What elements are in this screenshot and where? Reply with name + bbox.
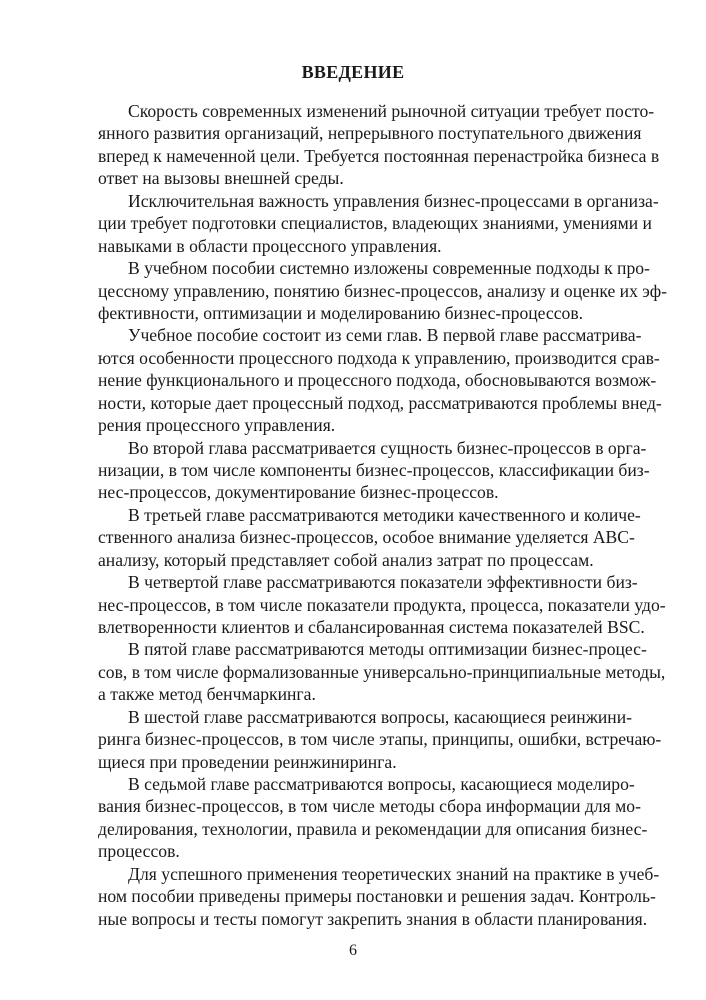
text-line: янного развития организаций, непрерывного поступательного движения [98,123,642,144]
text-line: Учебное пособие состоит из семи глав. В первой главе рассматрива- [128,325,642,346]
text-line: В учебном пособии системно изложены современные подходы к про- [128,258,650,278]
text-line: фективности, оптимизации и моделированию бизнес-процессов. [98,302,584,323]
text-line: В седьмой главе рассматриваются вопросы, касающиеся моделиро- [128,774,635,794]
text-line: ции требует подготовки специалистов, владеющих знаниями, умениями и [98,213,652,234]
text-line: низации, в том числе компоненты бизнес-процессов, классификации биз- [98,459,650,480]
text-line: анализу, который представляет собой анализ затрат по процессам. [98,549,594,570]
text-line: нение функционального и процессного подхода, обосновываются возмож- [98,370,657,391]
text-line: сов, в том числе формализованные универсально-принципиальные методы, [98,661,666,682]
text-line: В третьей главе рассматриваются методики качественного и количе- [128,504,641,525]
text-line: процессов. [98,841,180,862]
text-line: ности, которые дает процессный подход, рассматриваются проблемы внед- [98,392,662,413]
text-line: ные вопросы и тесты помогут закрепить знания в области планирования. [98,908,648,929]
text-line: ственного анализа бизнес-процессов, особое внимание уделяется ABC- [98,527,635,548]
text-line: Скорость современных изменений рыночной ситуации требует посто- [128,101,655,121]
text-line: Исключительная важность управления бизнес-процессами в организа- [128,190,659,211]
text-line: В пятой главе рассматриваются методы оптимизации бизнес-процес- [128,639,647,660]
text-line: Для успешного применения теоретических знаний на практике в учеб- [128,863,660,884]
text-line: делирования, технологии, правила и рекомендации для описания бизнес- [98,818,648,839]
text-line: щиеся при проведении реинжиниринга. [98,751,397,772]
text-line: рения процессного управления. [98,415,336,436]
text-line: вперед к намеченной цели. Требуется постоянная перенастройка бизнеса в [98,145,660,166]
text-line: В шестой главе рассматриваются вопросы, касающиеся реинжини- [128,706,632,727]
text-line: влетворенности клиентов и сбалансированная система показателей BSC. [98,616,645,637]
text-line: ответ на вызовы внешней среды. [98,168,344,189]
text-line: нес-процессов, в том числе показатели продукта, процесса, показатели удо- [98,594,666,615]
text-line: ном пособии приведены примеры постановки и решения задач. Контроль- [98,886,656,907]
text-line: нес-процессов, документирование бизнес-процессов. [98,482,499,503]
page-title: ВВЕДЕНИЕ [301,62,405,82]
text-line: цессному управлению, понятию бизнес-процессов, анализу и оценке их эф- [98,280,667,301]
text-line: ются особенности процессного подхода к управлению, производится срав- [98,347,660,368]
page-number: 6 [349,942,357,959]
text-line: а также метод бенчмаркинга. [98,684,316,705]
text-line: ринга бизнес-процессов, в том числе этапы, принципы, ошибки, встречаю- [98,729,662,750]
text-line: Во второй глава рассматривается сущность бизнес-процессов в орга- [128,437,647,458]
text-line: вания бизнес-процессов, в том числе методы сбора информации для мо- [98,796,641,817]
text-line: навыками в области процессного управления. [98,235,442,256]
text-line: В четвертой главе рассматриваются показатели эффективности биз- [128,572,638,593]
